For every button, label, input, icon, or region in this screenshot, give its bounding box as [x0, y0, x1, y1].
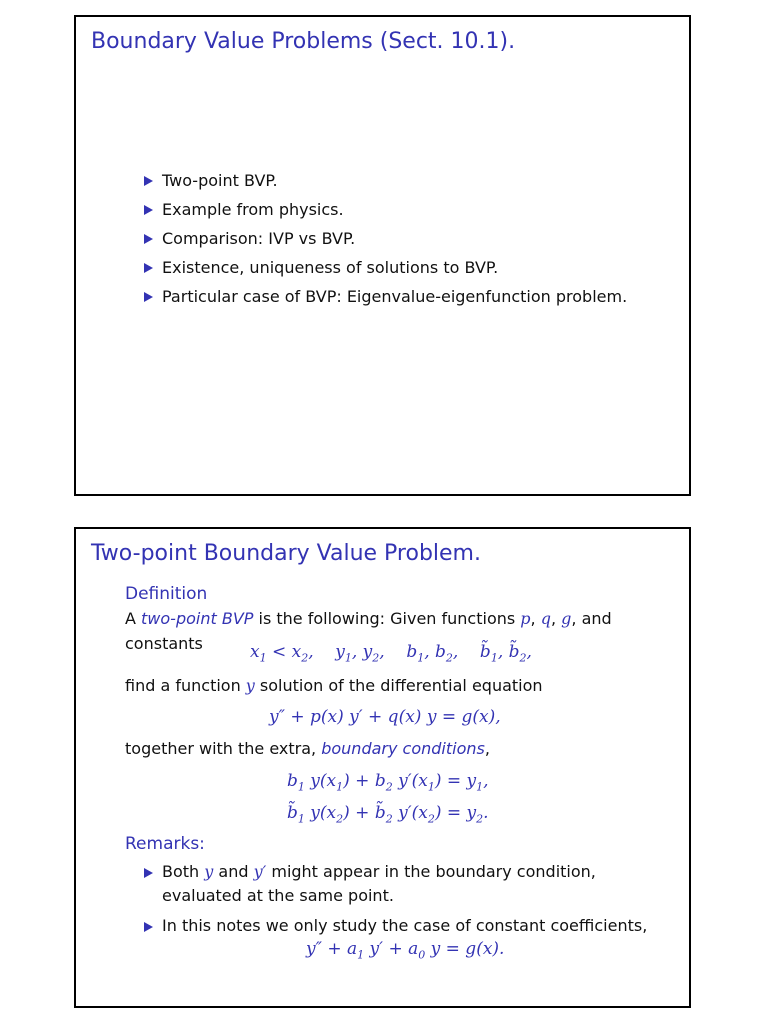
bullet-text: Particular case of BVP: Eigenvalue-eigenfunction problem.: [162, 287, 628, 306]
triangle-bullet-icon: [144, 263, 153, 273]
together-text: together with the extra,: [125, 739, 322, 758]
remark-text: might appear in the boundary condition, evaluated at the same point.: [162, 862, 596, 905]
remark-item: [144, 914, 674, 938]
boundary-condition-1: $b_1$ $y(x_1) + b_2$ $y'(x_1) = y_1$,: [287, 771, 489, 794]
remark-text: and: [213, 862, 254, 881]
remark-item: [144, 860, 674, 908]
together-line: [125, 739, 490, 758]
bullet-text: Existence, uniqueness of solutions to BVP.: [162, 258, 499, 277]
def-term: two-point BVP: [141, 609, 254, 628]
constants-equation: $x_1 < x_2$, $y_1$, $y_2$, $b_1$, $b_2$, $b̃_1$, $b̃_2$,: [250, 642, 532, 665]
triangle-bullet-icon: [144, 922, 153, 932]
find-function-line: [125, 676, 543, 695]
definition-label: Definition: [125, 584, 208, 604]
differential-equation: y″ + p(x) y′ + q(x) y = g(x),: [269, 707, 501, 727]
triangle-bullet-icon: [144, 234, 153, 244]
boundary-conditions-term: boundary conditions: [321, 739, 485, 758]
remark-text: Both: [162, 862, 205, 881]
bullet-item: [144, 171, 627, 200]
bullet-item: [144, 287, 627, 316]
bullet-item: [144, 229, 627, 258]
slide-2: [74, 527, 691, 1008]
constants-label: constants: [125, 634, 203, 653]
slide-1: [74, 15, 691, 496]
slide-2-title: Two-point Boundary Value Problem.: [91, 541, 481, 566]
bullet-text: Two-point BVP.: [162, 171, 278, 190]
def-text: A: [125, 609, 142, 628]
remarks-label: Remarks:: [125, 834, 205, 854]
find-text: solution of the differential equation: [254, 676, 543, 695]
slide-1-bullet-list: [144, 171, 627, 316]
func-y: y: [245, 676, 255, 695]
triangle-bullet-icon: [144, 176, 153, 186]
together-text: ,: [484, 739, 490, 758]
func-q: q: [540, 609, 551, 628]
def-text: , and: [571, 609, 612, 628]
constant-coefficient-equation: $y'' + a_1$ $y' + a_0$ y = g(x).: [306, 939, 505, 962]
triangle-bullet-icon: [144, 868, 153, 878]
bullet-text: Example from physics.: [162, 200, 344, 219]
triangle-bullet-icon: [144, 292, 153, 302]
func-y-prime: y′: [253, 862, 267, 881]
func-y: y: [204, 862, 214, 881]
bullet-item: [144, 258, 627, 287]
triangle-bullet-icon: [144, 205, 153, 215]
def-text: is the following: Given functions: [253, 609, 521, 628]
bullet-text: Comparison: IVP vs BVP.: [162, 229, 356, 248]
func-g: g: [561, 609, 572, 628]
func-p: p: [520, 609, 531, 628]
boundary-condition-2: $b̃_1$ $y(x_2)$ + $b̃_2$ $y'(x_2) = y_2$.: [287, 803, 489, 826]
bullet-item: [144, 200, 627, 229]
find-text: find a function: [125, 676, 246, 695]
remarks-list: [144, 860, 674, 944]
slide-1-title: Boundary Value Problems (Sect. 10.1).: [91, 29, 516, 54]
definition-line-1: A two-point BVP is the following: Given functions p, q, g, and: [125, 609, 612, 628]
remark-text: In this notes we only study the case of constant coefficients,: [162, 916, 648, 935]
